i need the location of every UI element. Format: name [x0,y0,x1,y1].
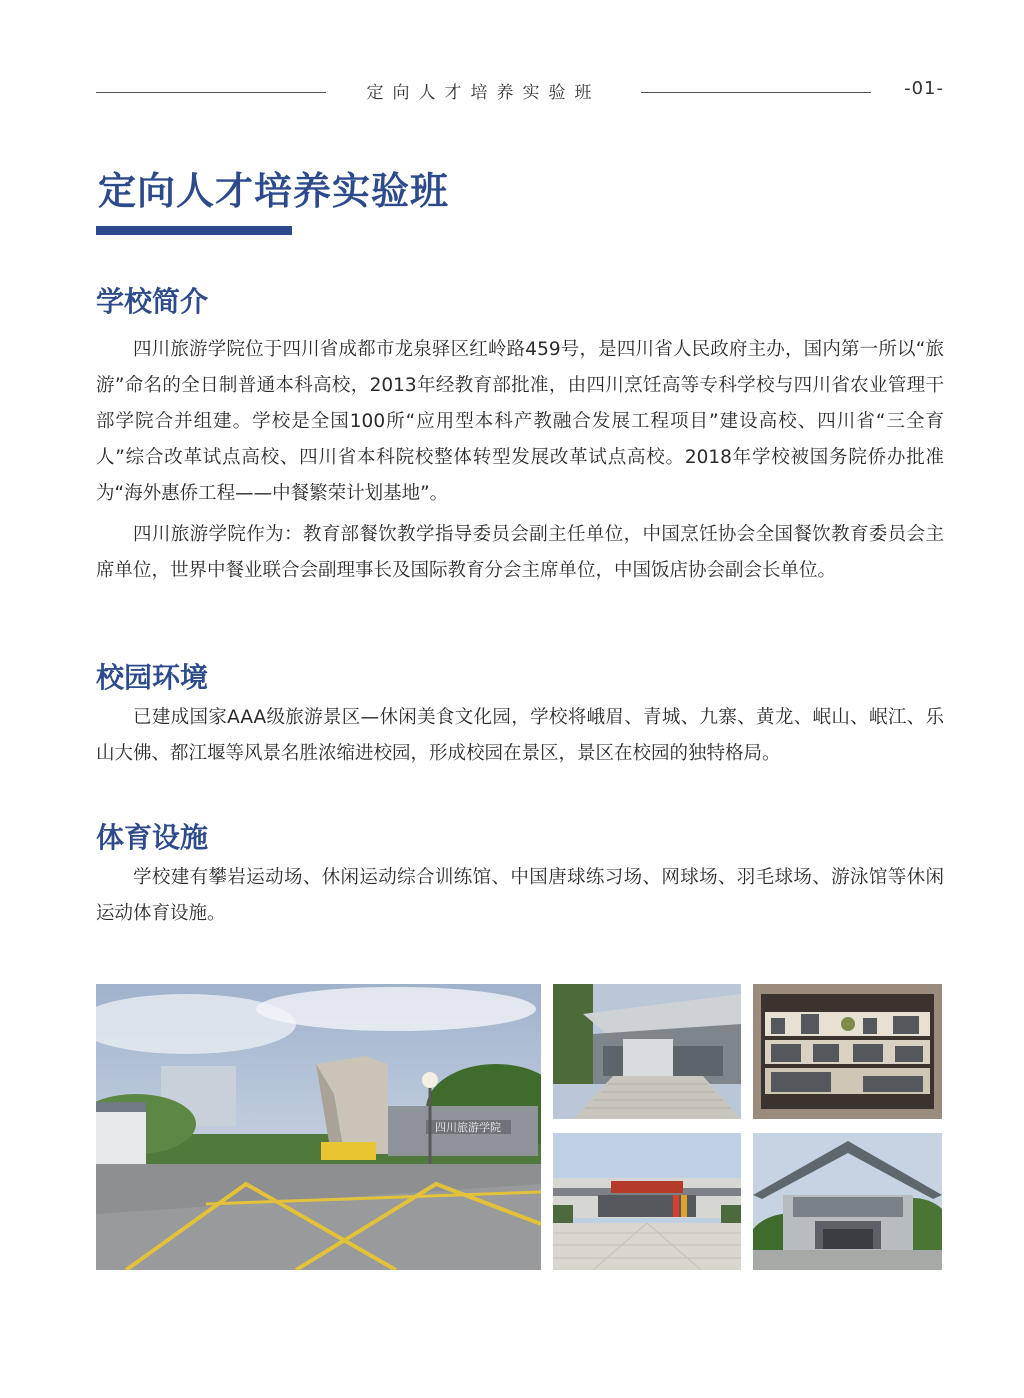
section-heading-intro: 学校简介 [96,285,209,318]
section-heading-sports: 体育设施 [96,821,209,854]
gate-sign-text: 四川旅游学院 [435,1121,501,1134]
sports-paragraph: 学校建有攀岩运动场、休闲运动综合训练馆、中国唐球练习场、网球场、羽毛球场、游泳馆等休闲运动体育设施。 [96,867,944,924]
bookshelf-display-photo [753,984,942,1119]
intro-paragraph-1: 四川旅游学院位于四川省成都市龙泉驿区红岭路459号，是四川省人民政府主办，国内第一所以“旅游”命名的全日制普通本科高校，2013年经教育部批准，由四川烹饪高等专科学校与四川省农业管理干部学院合并组建。学校是全国100所“应用型本科产教融合发展工程项目”建设高校、四川省“三全育人”综合改革试点高校、四川省本科院校整体转型发展改革试点高校。2018年学校被国务院侨办批准为“海外惠侨工程——中餐繁荣计划基地”。 [96,339,944,504]
campus-gate-photo [96,984,541,1270]
section-heading-campus: 校园环境 [96,661,209,694]
page-title: 定向人才培养实验班 [98,169,450,213]
page-number: -01- [904,78,944,99]
entrance-plaza-photo [553,1133,741,1270]
building-staircase-photo [553,984,741,1119]
intro-paragraph-2: 四川旅游学院作为：教育部餐饮教学指导委员会副主任单位，中国烹饪协会全国餐饮教育委员会主席单位，世界中餐业联合会副理事长及国际教育分会主席单位，中国饭店协会副会长单位。 [96,524,944,581]
roofed-building-photo [753,1133,942,1270]
page-header [96,78,944,108]
header-title: 定向人才培养实验班 [366,83,601,103]
header-rule-left [96,92,326,93]
title-underline [96,226,292,235]
campus-paragraph: 已建成国家AAA级旅游景区—休闲美食文化园，学校将峨眉、青城、九寨、黄龙、岷山、岷江、乐山大佛、都江堰等风景名胜浓缩进校园，形成校园在景区，景区在校园的独特格局。 [96,707,944,764]
header-rule-right [641,92,871,93]
